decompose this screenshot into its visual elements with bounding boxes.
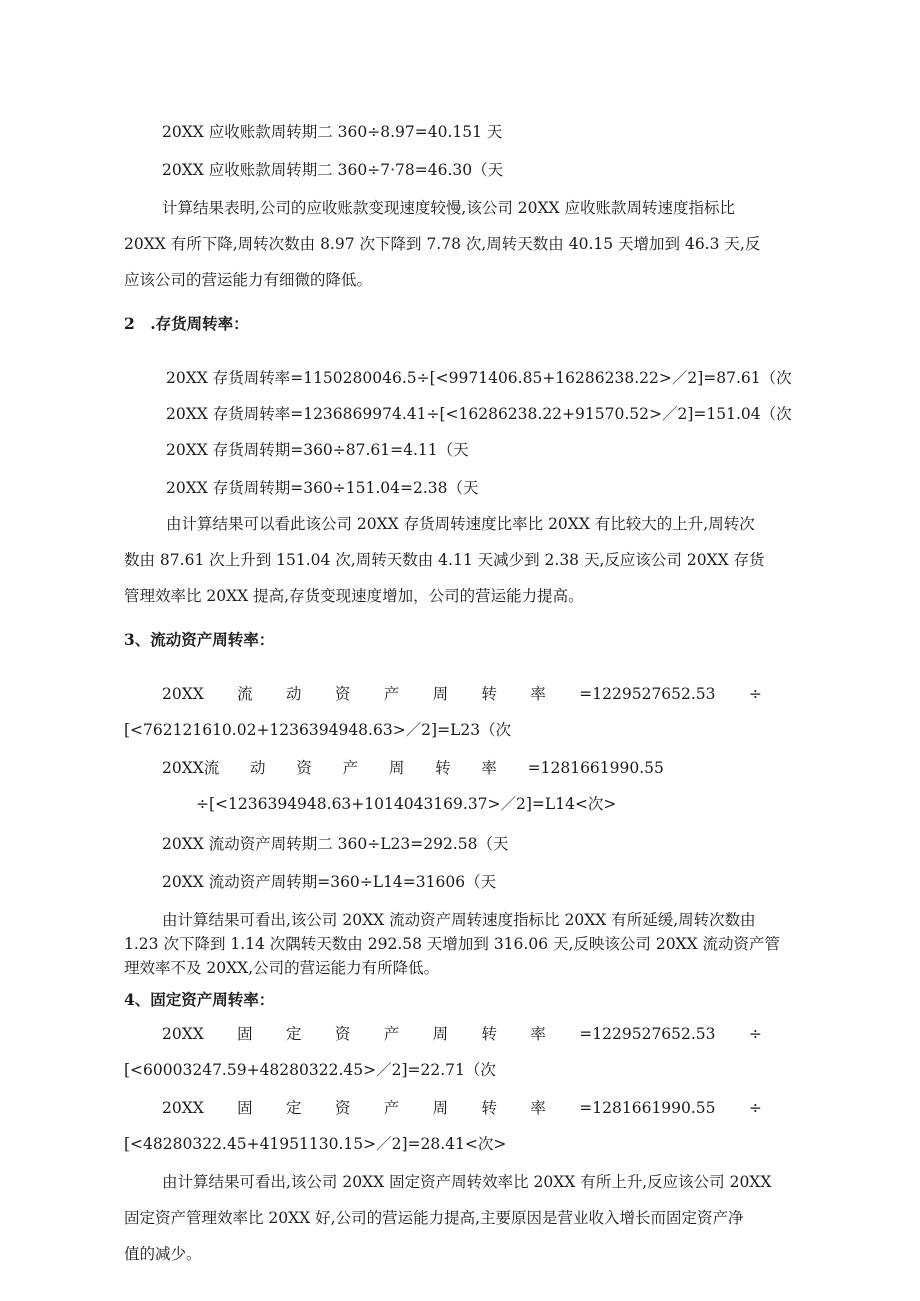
formula-token: ÷ (748, 1025, 762, 1043)
formula-token: 产 (383, 1099, 400, 1117)
formula-token: 率 (530, 685, 546, 703)
formula-token: =1281661990.55 (579, 1099, 716, 1117)
formula-token: 定 (286, 1025, 302, 1043)
inventory-conclusion-line-3: 管理效率比 20XX 提高,存货变现速度增加，公司的营运能力提高。 (124, 587, 584, 605)
formula-token: 产 (383, 685, 400, 703)
formula-token: 动 (250, 759, 266, 777)
current-assets-period-formula-1: 20XX 流动资产周转期二 360÷L23=292.58（天 (162, 835, 509, 853)
fixed-assets-turnover-formula-1 (162, 1024, 762, 1044)
formula-token: 动 (286, 685, 302, 703)
formula-token: 定 (286, 1099, 302, 1117)
formula-token: =1229527652.53 (579, 1025, 716, 1043)
formula-token: 率 (530, 1099, 546, 1117)
formula-token: 固 (237, 1099, 253, 1117)
current-assets-turnover-formula-2-cont: ÷[<1236394948.63+1014043169.37>／2]=L14<次> (196, 795, 617, 813)
current-assets-turnover-heading: 3、流动资产周转率： (124, 630, 275, 649)
formula-token: 20XX (162, 1025, 204, 1043)
formula-token: 20XX (162, 1099, 204, 1117)
current-assets-conclusion-line-2: 1.23 次下降到 1.14 次隅转天数由 292.58 天增加到 316.06 天,反映该公司 20XX 流动资产管 (124, 935, 781, 953)
inventory-period-formula-1: 20XX 存货周转期=360÷87.61=4.11（天 (166, 441, 469, 459)
formula-token: 周 (432, 685, 449, 703)
formula-token: 周 (432, 1099, 449, 1117)
formula-token: 流 (237, 685, 253, 703)
formula-token: ÷ (748, 1099, 762, 1117)
current-assets-conclusion-line-3: 理效率不及 20XX,公司的营运能力有所降低。 (124, 959, 440, 977)
fixed-assets-turnover-formula-2 (162, 1098, 762, 1118)
fixed-assets-conclusion-line-3: 值的减少。 (124, 1245, 202, 1263)
current-assets-turnover-formula-2 (162, 758, 664, 778)
fixed-assets-turnover-formula-1-cont: [<60003247.59+48280322.45>／2]=22.71（次 (124, 1061, 496, 1079)
receivable-period-formula-1: 20XX 应收账款周转期二 360÷8.97=40.151 天 (162, 123, 503, 141)
formula-token: 转 (481, 1025, 498, 1043)
fixed-assets-conclusion-line-2: 固定资产管理效率比 20XX 好,公司的营运能力提高,主要原因是营业收入增长而固定资产净 (124, 1209, 744, 1227)
formula-token: 固 (237, 1025, 253, 1043)
fixed-assets-conclusion-line-1: 由计算结果可看出,该公司 20XX 固定资产周转效率比 20XX 有所上升,反应该公司 20XX (162, 1173, 772, 1191)
formula-token: 资 (296, 759, 312, 777)
current-assets-turnover-formula-1 (162, 684, 762, 704)
inventory-conclusion-line-1: 由计算结果可以看此该公司 20XX 存货周转速度比率比 20XX 有比较大的上升,周转次 (166, 515, 755, 533)
receivable-conclusion-line-2: 20XX 有所下降,周转次数由 8.97 次下降到 7.78 次,周转天数由 40.15 天增加到 46.3 天,反 (124, 235, 761, 253)
current-assets-period-formula-2: 20XX 流动资产周转期=360÷L14=31606（天 (162, 873, 497, 891)
formula-token: 20XX (162, 685, 204, 703)
inventory-turnover-formula-1: 20XX 存货周转率=1150280046.5÷[<9971406.85+16286238.22>／2]=87.61（次 (166, 369, 792, 387)
fixed-assets-turnover-heading: 4、固定资产周转率： (124, 990, 275, 1009)
formula-token: 转 (435, 759, 451, 777)
inventory-turnover-heading: 2 .存货周转率： (124, 314, 249, 333)
formula-token: 转 (481, 685, 498, 703)
formula-token: =1281661990.55 (527, 759, 664, 777)
formula-token: 周 (388, 759, 405, 777)
receivable-conclusion-line-1: 计算结果表明,公司的应收账款变现速度较慢,该公司 20XX 应收账款周转速度指标比 (162, 199, 736, 217)
inventory-period-formula-2: 20XX 存货周转期=360÷151.04=2.38（天 (166, 479, 479, 497)
formula-token: 转 (481, 1099, 498, 1117)
formula-token: 资 (334, 685, 351, 703)
receivable-period-formula-2: 20XX 应收账款周转期二 360÷7·78=46.30（天 (162, 161, 504, 179)
current-assets-conclusion-line-1: 由计算结果可看出,该公司 20XX 流动资产周转速度指标比 20XX 有所延缓,周转次数由 (162, 911, 756, 929)
formula-token: 资 (334, 1025, 351, 1043)
inventory-turnover-formula-2: 20XX 存货周转率=1236869974.41÷[<16286238.22+91570.52>／2]=151.04（次 (166, 405, 792, 423)
inventory-conclusion-line-2: 数由 87.61 次上升到 151.04 次,周转天数由 4.11 天减少到 2.38 天,反应该公司 20XX 存货 (124, 551, 765, 569)
receivable-conclusion-line-3: 应该公司的营运能力有细微的降低。 (124, 271, 373, 289)
current-assets-turnover-formula-1-cont: [<762121610.02+1236394948.63>／2]=L23（次 (124, 721, 512, 739)
formula-token: =1229527652.53 (579, 685, 716, 703)
formula-token: 产 (383, 1025, 400, 1043)
formula-token: 率 (530, 1025, 546, 1043)
formula-token: 20XX流 (162, 759, 220, 777)
formula-token: ÷ (748, 685, 762, 703)
formula-token: 产 (342, 759, 359, 777)
fixed-assets-turnover-formula-2-cont: [<48280322.45+41951130.15>／2]=28.41<次> (124, 1135, 507, 1153)
formula-token: 周 (432, 1025, 449, 1043)
formula-token: 资 (334, 1099, 351, 1117)
formula-token: 率 (481, 759, 497, 777)
